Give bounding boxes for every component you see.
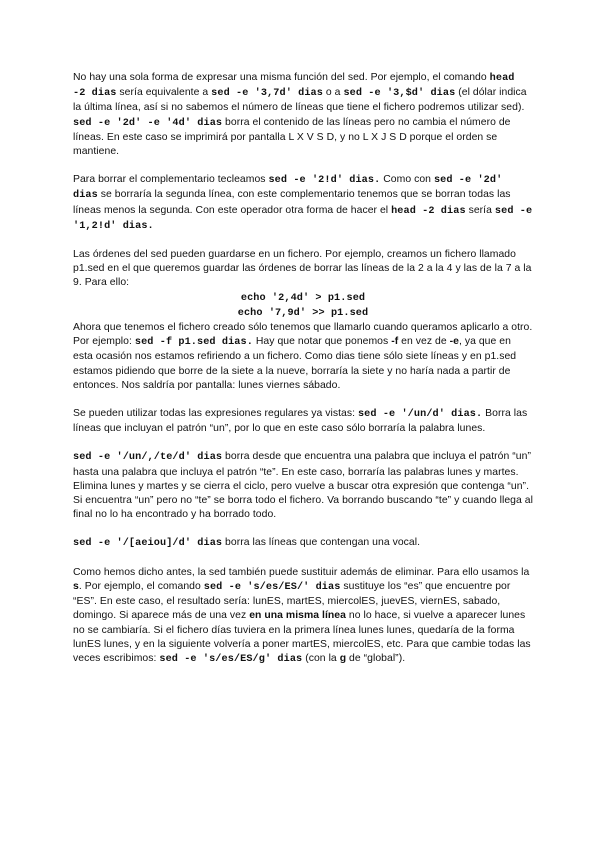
- paragraph-complement: [73, 173, 533, 234]
- paragraph-range-delete: [73, 450, 533, 522]
- text: sustituye los “es” que encuentre por “ES”. En este caso, el resultado sería: lunES, martES, miercolES, juevES, viernES, sabado, domingo. Si aparece más de una vez: [73, 580, 511, 622]
- text: se borraría la segunda línea, con este complementario tenemos que se borran todas las líneas menos la segunda. Con este operador otra forma de hacer el: [73, 189, 511, 216]
- text: no lo hace, si vuelve a aparecer lunes no se cambiaría. Si el fichero días tuviera en la primera línea lunes lunes, quedaría de la forma lunES lunes, y en la siguiente volvería a poner martES, miercolES, etc. Para que cambie todas las veces escribimos:: [73, 610, 531, 664]
- text: sería equivalente a: [116, 87, 212, 99]
- paragraph-sed-file-usage: [73, 321, 533, 393]
- text: Hay que notar que ponemos: [252, 336, 392, 348]
- text: (con la: [302, 652, 340, 664]
- text: Como hemos dicho antes, la sed también puede sustituir además de eliminar. Para ello usamos la: [73, 566, 530, 578]
- bold-text: en una misma línea: [249, 610, 346, 622]
- code-snippet: sed -e '3,$d' dias: [343, 88, 456, 100]
- text: de “global”).: [346, 652, 406, 664]
- code-snippet: sed -e 's/es/ES/' dias: [203, 581, 341, 593]
- code-snippet: sed -e '/un/d' dias.: [357, 409, 483, 421]
- code-snippet: head -2 dias: [391, 205, 466, 217]
- paragraph-head-equivalence: [73, 71, 533, 159]
- text: Como con: [380, 174, 434, 186]
- text: Se pueden utilizar todas las expresiones regulares ya vistas:: [73, 408, 358, 420]
- code-snippet: sed -e '/[aeiou]/d' dias: [73, 538, 223, 550]
- bold-text: s: [73, 580, 79, 592]
- text: en vez de: [398, 336, 450, 348]
- paragraph-substitute: [73, 566, 533, 667]
- text: o a: [322, 87, 344, 99]
- code-snippet: sed -e '1,2!d' dias.: [73, 205, 533, 232]
- paragraph-regex: [73, 407, 533, 436]
- text: , ya que en esta ocasión nos estamos refiriendo a un fichero. Como dias tiene sólo siete líneas y en p1.sed estamos pidiendo que borre de la siete a la nueve, borraría la siete y no haría nada a partir de entonces. Nos saldría por pantalla: lunes viernes sábado.: [73, 336, 517, 391]
- text: borra las líneas que contengan una vocal.: [222, 537, 421, 549]
- bold-text: -f: [391, 336, 399, 348]
- code-snippet: sed -e '/un/,/te/d' dias: [73, 452, 223, 464]
- bold-text: -e: [449, 336, 459, 348]
- text: Ahora que tenemos el fichero creado sólo tenemos que llamarlo cuando queramos aplicarlo a otro. Por ejemplo:: [73, 322, 533, 348]
- text: Las órdenes del sed pueden guardarse en un fichero. Por ejemplo, creamos un fichero llamado p1.sed en el que queremos guardar las órdenes de borrar las líneas de la 2 a la 4 y las de la 7 a la 9. Para ello:: [73, 249, 532, 289]
- text: borra el contenido de las líneas pero no cambia el número de líneas. En este caso se imprimirá por pantalla L X V S D, y no L X J S D porque el orden se mantiene.: [73, 116, 511, 158]
- paragraph-sed-file: [73, 248, 533, 291]
- text: . Por ejemplo, el comando: [78, 580, 204, 592]
- text: Para borrar el complementario tecleamos: [73, 174, 269, 186]
- bold-text: g: [339, 652, 347, 664]
- code-snippet: echo '2,4d' > p1.sed: [240, 292, 366, 304]
- text: sería: [465, 204, 495, 216]
- code-line: [73, 306, 533, 321]
- code-snippet: sed -f p1.sed dias.: [134, 337, 253, 349]
- text: Borra las líneas que incluyan el patrón “un”, por lo que en este caso sólo borraría la palabra lunes.: [73, 408, 528, 435]
- code-snippet: sed -e '2!d' dias.: [268, 175, 381, 187]
- text: (el dólar indica la última línea, así si no sabemos el número de líneas que tiene el fichero podremos utilizar sed).: [73, 87, 527, 114]
- code-snippet: echo '7,9d' >> p1.sed: [237, 307, 369, 319]
- code-snippet: sed -e '2d' -e '4d' dias: [73, 117, 223, 129]
- document-body: [73, 71, 533, 681]
- paragraph-vowel-delete: [73, 536, 533, 551]
- code-snippet: head -2 dias: [73, 73, 515, 100]
- code-snippet: sed -e '3,7d' dias: [211, 88, 323, 100]
- text: borra desde que encuentra una palabra que incluya el patrón “un” hasta una palabra que incluya el patrón “te”. En este caso, borraría las palabras lunes y martes. Elimina lunes y martes y se cierra el ciclo, pero vuelve a buscar otra expresión que contenga “un”. Si encuentra “un” pero no “te” se borra todo el fichero. Va borrando buscando “te” y cuando llega al final no lo ha encontrado y ha borrado todo.: [73, 451, 533, 521]
- code-snippet: sed -e 's/es/ES/g' dias: [159, 653, 303, 665]
- code-snippet: sed -e '2d' dias: [73, 175, 503, 202]
- code-line: [73, 291, 533, 306]
- text: No hay una sola forma de expresar una misma función del sed. Por ejemplo, el comando: [73, 72, 490, 83]
